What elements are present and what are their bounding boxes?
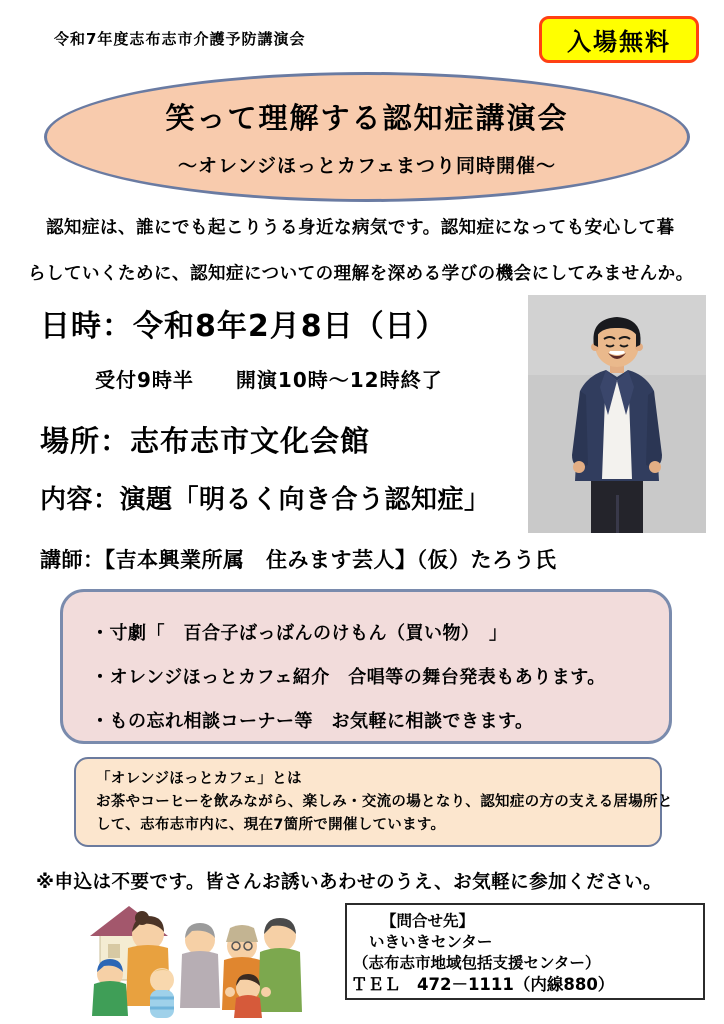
event-place: 場所：志布志市文化会館 <box>40 424 371 458</box>
contact-center-name: いきいきセンター <box>369 933 493 951</box>
cafe-box-line3: して、志布志市内に、現在7箇所で開催しています。 <box>96 817 446 833</box>
event-content: 内容：演題「明るく向き合う認知症」 <box>40 485 491 515</box>
free-admission-label: 入場無料 <box>567 28 671 56</box>
contact-phone: ＴＥＬ 472－1111（内線880） <box>351 975 615 994</box>
flyer-subtitle: ～オレンジほっとカフェまつり同時開催～ <box>177 155 557 177</box>
family-illustration <box>52 896 304 1020</box>
event-lecturer: 講師：【吉本興業所属 住みます芸人】（仮）たろう氏 <box>40 548 557 572</box>
orange-cafe-box <box>74 757 673 847</box>
event-datetime: 日時：令和8年2月8日（日） <box>40 309 447 344</box>
title-oval <box>44 72 690 202</box>
event-series-label: 令和7年度志布志市介護予防講演会 <box>54 30 306 48</box>
free-admission-badge <box>539 16 699 63</box>
program-item-1: ・寸劇「 百合子ばっばんのけもん（買い物） 」 <box>91 623 508 644</box>
contact-box <box>345 903 705 1000</box>
application-note: ※申込は不要です。皆さんお誘いあわせのうえ、お気軽に参加ください。 <box>36 872 663 893</box>
program-item-2: ・オレンジほっとカフェ紹介 合唱等の舞台発表もあります。 <box>91 667 606 688</box>
contact-center-subname: （志布志市地域包括支援センター） <box>353 954 601 972</box>
program-item-3: ・もの忘れ相談コーナー等 お気軽に相談できます。 <box>91 711 534 732</box>
program-box <box>60 589 672 744</box>
intro-paragraph-line1: 認知症は、誰にでも起こりうる身近な病気です。認知症になっても安心して暮 <box>28 218 675 238</box>
event-reception-time: 受付9時半 開演10時～12時終了 <box>95 368 443 392</box>
contact-heading: 【問合せ先】 <box>381 912 475 930</box>
cafe-box-title: 「オレンジほっとカフェ」とは <box>96 771 302 787</box>
flyer-title: 笑って理解する認知症講演会 <box>165 101 569 135</box>
speaker-photo <box>528 295 706 533</box>
cafe-box-line2: お茶やコーヒーを飲みながら、楽しみ・交流の場となり、認知症の方の支える居場所と <box>96 794 673 810</box>
intro-paragraph-line2: らしていくために、認知症についての理解を深める学びの機会にしてみませんか。 <box>28 264 694 284</box>
